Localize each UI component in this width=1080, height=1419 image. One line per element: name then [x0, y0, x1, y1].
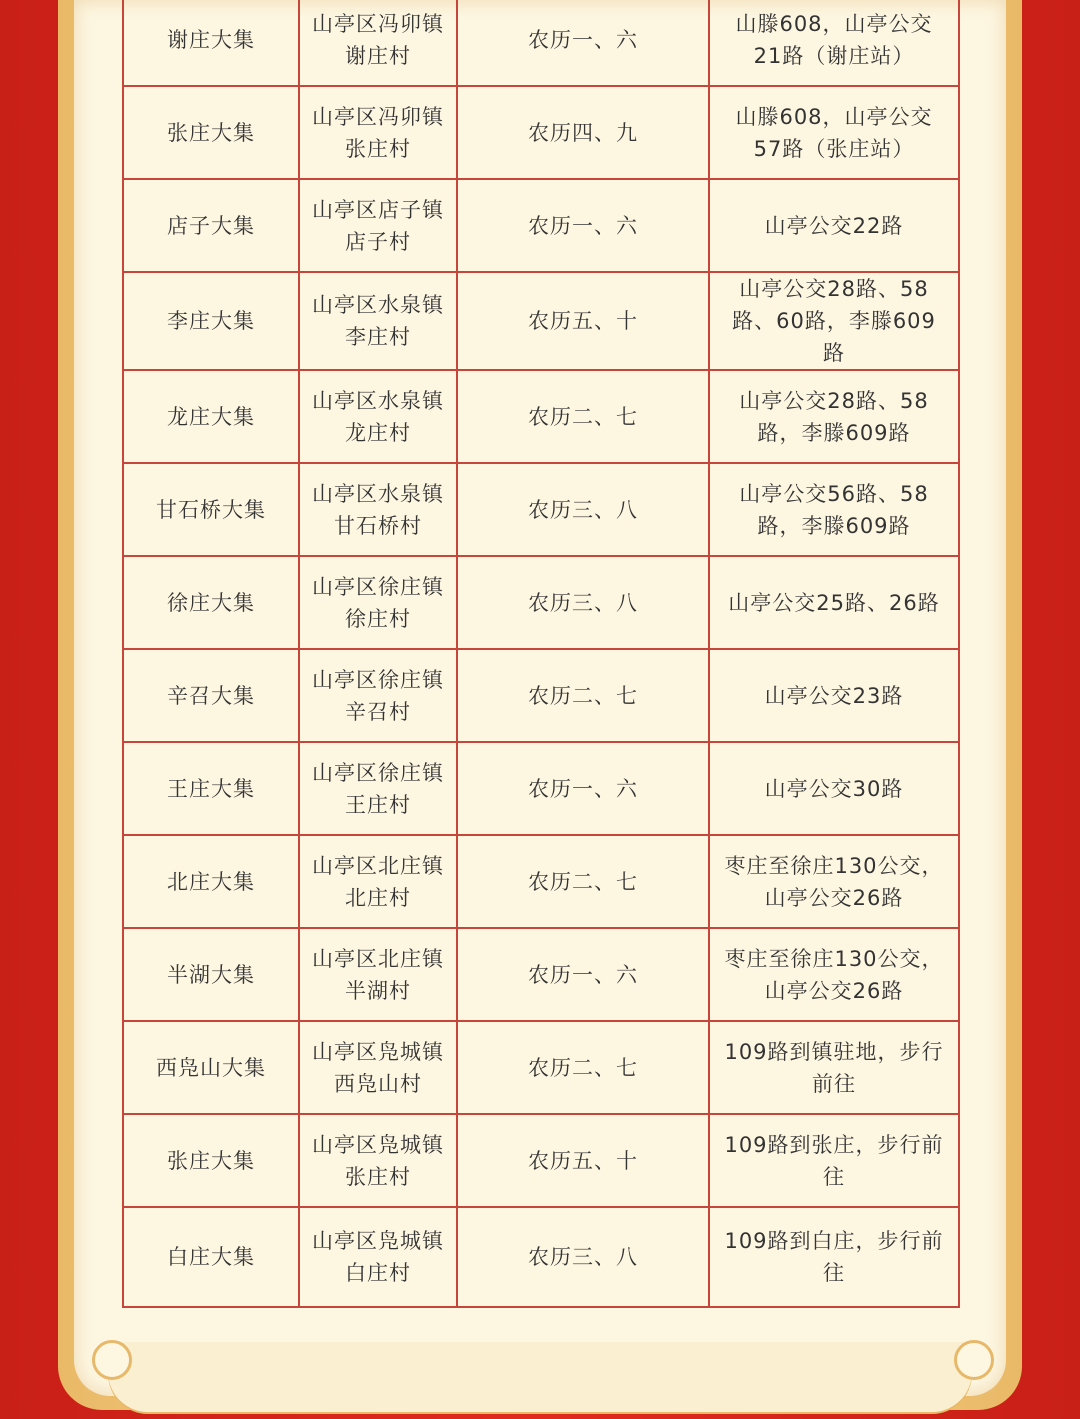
market-location-cell: 山亭区徐庄镇徐庄村: [299, 556, 457, 649]
table-row: [123, 556, 959, 649]
market-name-cell: 北庄大集: [123, 835, 299, 928]
market-location-cell: 山亭区冯卯镇谢庄村: [299, 0, 457, 86]
market-transport-cell: 山亭公交30路: [709, 742, 959, 835]
table-row: [123, 0, 959, 86]
market-transport-cell: 山亭公交56路、58路，李滕609路: [709, 463, 959, 556]
market-transport-cell: 山亭公交25路、26路: [709, 556, 959, 649]
market-transport-cell: 山亭公交28路、58路，李滕609路: [709, 370, 959, 463]
market-location-cell: 山亭区北庄镇北庄村: [299, 835, 457, 928]
table-row: [123, 1021, 959, 1114]
market-location-cell: 山亭区徐庄镇王庄村: [299, 742, 457, 835]
market-name-cell: 张庄大集: [123, 1114, 299, 1207]
market-name-cell: 李庄大集: [123, 272, 299, 370]
market-date-cell: 农历四、九: [457, 86, 709, 179]
scroll-bottom-edge: [108, 1342, 972, 1412]
market-name-cell: 徐庄大集: [123, 556, 299, 649]
market-name-cell: 半湖大集: [123, 928, 299, 1021]
market-name-cell: 谢庄大集: [123, 0, 299, 86]
market-transport-cell: 109路到镇驻地，步行前往: [709, 1021, 959, 1114]
market-date-cell: 农历二、七: [457, 1021, 709, 1114]
market-date-cell: 农历一、六: [457, 742, 709, 835]
table-row: [123, 463, 959, 556]
market-location-cell: 山亭区北庄镇半湖村: [299, 928, 457, 1021]
table-row: [123, 179, 959, 272]
market-date-cell: 农历三、八: [457, 1207, 709, 1307]
scroll-corner-ornament-left: [92, 1340, 132, 1380]
market-date-cell: 农历二、七: [457, 370, 709, 463]
market-location-cell: 山亭区店子镇店子村: [299, 179, 457, 272]
market-location-cell: 山亭区水泉镇龙庄村: [299, 370, 457, 463]
market-date-cell: 农历二、七: [457, 649, 709, 742]
market-location-cell: 山亭区徐庄镇辛召村: [299, 649, 457, 742]
table-row: [123, 1114, 959, 1207]
table-row: [123, 370, 959, 463]
market-name-cell: 王庄大集: [123, 742, 299, 835]
market-date-cell: 农历三、八: [457, 463, 709, 556]
table-row: [123, 742, 959, 835]
market-transport-cell: 山亭公交22路: [709, 179, 959, 272]
market-transport-cell: 山亭公交23路: [709, 649, 959, 742]
market-transport-cell: 109路到白庄，步行前往: [709, 1207, 959, 1307]
market-date-cell: 农历一、六: [457, 0, 709, 86]
market-name-cell: 龙庄大集: [123, 370, 299, 463]
market-location-cell: 山亭区凫城镇张庄村: [299, 1114, 457, 1207]
market-date-cell: 农历五、十: [457, 272, 709, 370]
market-transport-cell: 109路到张庄，步行前往: [709, 1114, 959, 1207]
market-date-cell: 农历一、六: [457, 179, 709, 272]
table-row: [123, 928, 959, 1021]
table-row: [123, 1207, 959, 1307]
market-location-cell: 山亭区凫城镇白庄村: [299, 1207, 457, 1307]
market-name-cell: 白庄大集: [123, 1207, 299, 1307]
table-row: [123, 835, 959, 928]
market-name-cell: 张庄大集: [123, 86, 299, 179]
market-name-cell: 甘石桥大集: [123, 463, 299, 556]
scroll-corner-ornament-right: [954, 1340, 994, 1380]
market-transport-cell: 山亭公交28路、58路、60路，李滕609路: [709, 272, 959, 370]
market-transport-cell: 枣庄至徐庄130公交，山亭公交26路: [709, 928, 959, 1021]
market-name-cell: 店子大集: [123, 179, 299, 272]
market-transport-cell: 枣庄至徐庄130公交，山亭公交26路: [709, 835, 959, 928]
market-name-cell: 西凫山大集: [123, 1021, 299, 1114]
market-date-cell: 农历一、六: [457, 928, 709, 1021]
table-row: [123, 272, 959, 370]
market-location-cell: 山亭区水泉镇甘石桥村: [299, 463, 457, 556]
market-location-cell: 山亭区冯卯镇张庄村: [299, 86, 457, 179]
market-schedule-table: [122, 0, 960, 1308]
market-transport-cell: 山滕608，山亭公交21路（谢庄站）: [709, 0, 959, 86]
market-transport-cell: 山滕608，山亭公交57路（张庄站）: [709, 86, 959, 179]
table-row: [123, 86, 959, 179]
market-date-cell: 农历三、八: [457, 556, 709, 649]
market-name-cell: 辛召大集: [123, 649, 299, 742]
market-date-cell: 农历二、七: [457, 835, 709, 928]
market-location-cell: 山亭区凫城镇西凫山村: [299, 1021, 457, 1114]
market-location-cell: 山亭区水泉镇李庄村: [299, 272, 457, 370]
table-row: [123, 649, 959, 742]
market-date-cell: 农历五、十: [457, 1114, 709, 1207]
